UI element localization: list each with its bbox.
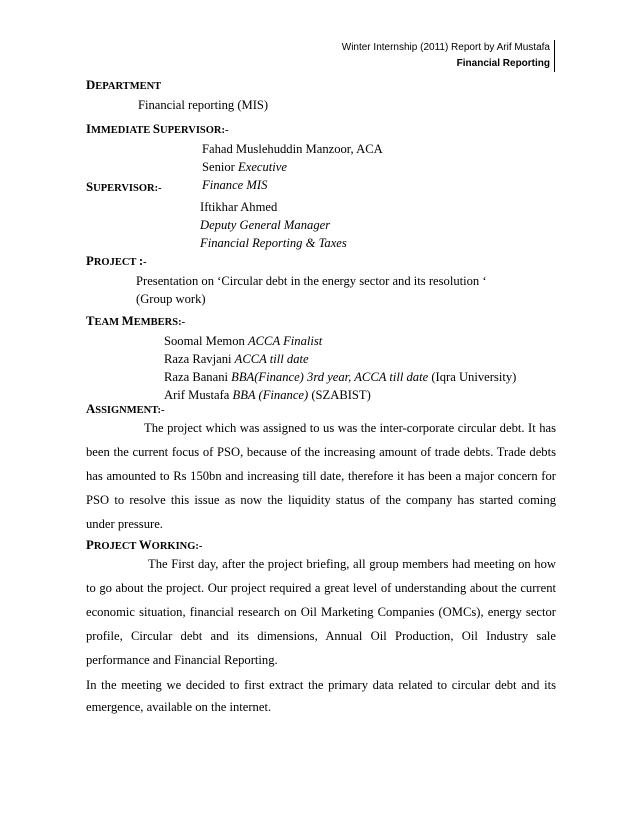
- immediate-supervisor-heading: IMMEDIATE SUPERVISOR:-: [86, 122, 229, 136]
- team-member-detail: BBA (Finance): [232, 388, 309, 402]
- project-section: [86, 252, 556, 308]
- immediate-supervisor-title-prefix: Senior: [202, 160, 239, 174]
- assignment-section: [86, 400, 556, 536]
- project-heading: PROJECT :-: [86, 254, 147, 268]
- project-line-1: Presentation on ‘Circular debt in the energy sector and its resolution ‘: [136, 274, 487, 288]
- header-divider: [554, 40, 555, 72]
- team-members-heading: TEAM MEMBERS:-: [86, 314, 186, 328]
- team-member: [86, 350, 556, 368]
- immediate-supervisor-title: [86, 158, 556, 176]
- team-member-name: Soomal Memon: [164, 334, 248, 348]
- team-member-detail: ACCA Finalist: [247, 334, 323, 348]
- header-line-section: Financial Reporting: [456, 58, 550, 69]
- assignment-heading: ASSIGNMENT:-: [86, 402, 165, 416]
- project-working-paragraph-1: The First day, after the project briefing, all group members had meeting on how to go about the project. Our project required a great level of understanding about the current economic situation, financial research on Oil Marketing Companies (OMCs), energy sector profile, Circular debt and its dimensions, Annual Oil Production, Oil Industry sale performance and Financial Reporting.: [86, 557, 556, 667]
- header-line-report: Winter Internship (2011) Report by Arif Mustafa: [341, 42, 550, 53]
- supervisor-title: Deputy General Manager: [200, 218, 331, 232]
- project-working-paragraph-2: In the meeting we decided to first extract the primary data related to circular debt and its emergence, available on the internet.: [86, 678, 556, 714]
- supervisor-name: Iftikhar Ahmed: [200, 200, 278, 214]
- project-working-heading: PROJECT WORKING:-: [86, 538, 203, 552]
- team-member-name: Raza Banani: [164, 370, 232, 384]
- team-member: [86, 368, 556, 386]
- team-member-institution: (Iqra University): [428, 370, 517, 384]
- supervisor-heading: SUPERVISOR:-: [86, 180, 162, 194]
- immediate-supervisor-dept: Finance MIS: [202, 178, 268, 192]
- department-heading: DEPARTMENT: [86, 78, 162, 92]
- department-section: [86, 76, 556, 114]
- team-member-detail: BBA(Finance) 3rd year, ACCA till date: [231, 370, 429, 384]
- team-member-name: Raza Ravjani: [164, 352, 235, 366]
- immediate-supervisor-name: Fahad Muslehuddin Manzoor, ACA: [202, 142, 383, 156]
- team-member-institution: (SZABIST): [308, 388, 371, 402]
- project-working-section: [86, 536, 556, 718]
- team-member-detail: ACCA till date: [234, 352, 309, 366]
- team-members-section: [86, 312, 556, 404]
- department-value: Financial reporting (MIS): [138, 98, 269, 112]
- page-header: [342, 40, 550, 72]
- team-member: [86, 332, 556, 350]
- team-member-name: Arif Mustafa: [164, 388, 233, 402]
- assignment-paragraph: The project which was assigned to us was the inter-corporate circular debt. It has been the current focus of PSO, because of the increasing amount of trade debts. Trade debts has amounted to Rs 150bn and increasing till date, therefore it has been a major concern for PSO to resolve this issue as now the liquidity status of the company has started coming under pressure.: [86, 421, 556, 531]
- project-line-2: (Group work): [136, 292, 206, 306]
- immediate-supervisor-title-italic: Executive: [238, 160, 287, 174]
- supervisor-dept: Financial Reporting & Taxes: [200, 236, 347, 250]
- supervisor-section: [86, 178, 556, 252]
